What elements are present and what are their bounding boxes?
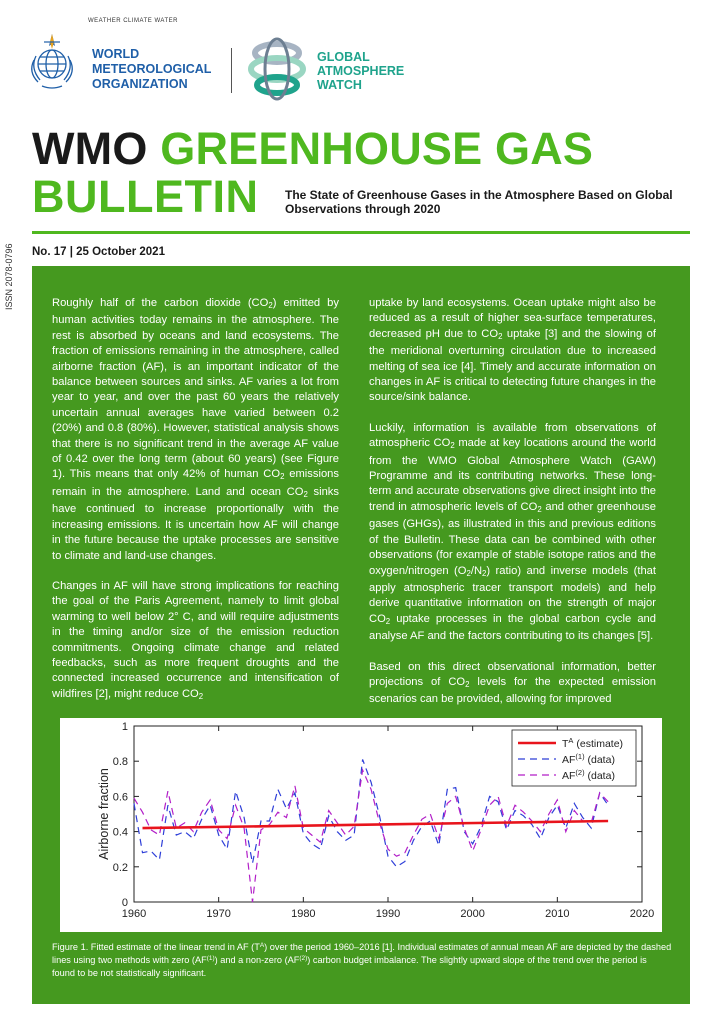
y-tick-label: 1 xyxy=(121,721,128,733)
logo-divider xyxy=(231,48,232,93)
x-tick-label: 1980 xyxy=(291,908,316,920)
legend-label: $T^A$ (estimate) xyxy=(562,736,624,750)
tagline: WEATHER CLIMATE WATER xyxy=(88,18,178,24)
left-column xyxy=(52,296,339,719)
wmo-name: WORLD METEOROLOGICAL ORGANIZATION xyxy=(92,47,212,91)
title-rule xyxy=(32,231,690,234)
paragraph: Changes in AF will have strong implications for reaching the goal of the Paris Agreement, namely to limit global warming to well below 2° C, and will require adjustments in the timing and/or size of the emission reduction commitments. Ongoing climate change and related feedbacks, such as more frequent droughts and the connected increased occurrence and intensification of wildfires [2], might reduce $CO_2$ xyxy=(52,579,339,701)
legend-label: AF$^{(1)}$ (data) xyxy=(562,752,615,766)
airborne-fraction-chart xyxy=(60,718,662,932)
issue-info: No. 17 | 25 October 2021 xyxy=(32,246,165,258)
paragraph: uptake by land ecosystems. Ocean uptake might also be reduced as a result of higher sea-surface temperatures, decreased pH due to $CO_2$ uptake [3] and the slowing of the meridional overturning circulation due to increased melting of sea ice [4]. Timely and accurate information on changes in AF is critical to detecting future changes in the source/sink balance. xyxy=(369,297,656,404)
legend-label: AF$^{(2)}$ (data) xyxy=(562,768,615,782)
y-tick-label: 0.6 xyxy=(112,791,128,804)
paragraph: Roughly half of the carbon dioxide $(CO_2)$ emitted by human activities today remains in the atmosphere. The rest is absorbed by oceans and land ecosystems. The fraction of emissions remaining in the atmosphere, called airborne fraction (AF), is an important indicator of the balance between sources and sinks. AF varies a lot from year to year, and over the past 60 years the relatively uncertain annual averages have varied between 0.2 (20%) and 0.8 (80%). However, statistical analysis shows that there is no significant trend in the average AF value of 0.42 over the long term (about 60 years) (see Figure 1). This means that only 42% of human $CO_2$ emissions remain in the atmosphere. Land and ocean $CO_2$ sinks have continued to increase proportionally with the increasing emissions. It is uncertain how AF will change in the future because the uptake processes are sensitive to climate and land-use changes. xyxy=(52,297,340,562)
bulletin-title-line2: BULLETIN xyxy=(32,171,259,222)
x-tick-label: 1990 xyxy=(375,908,401,920)
title-greenhouse-gas: GREENHOUSE GAS xyxy=(160,123,594,174)
x-tick-label: 2020 xyxy=(629,908,655,920)
x-tick-label: 1960 xyxy=(121,908,147,920)
gaw-emblem-icon xyxy=(244,37,310,101)
figure-caption: Figure 1. Fitted estimate of the linear trend in AF $(T^A)$ over the period 1960–2016 [1]. Individual estimates of annual mean AF are depicted by the dashed lines using two methods with zero (AF$^{(1)}$) and a non-zero (AF$^{(2)}$) carbon budget imbalance. The slightly upward slope of the trend over the period is found to be not statistically significant. xyxy=(52,942,672,978)
content-panel xyxy=(32,266,690,1004)
gaw-name: GLOBAL ATMOSPHERE WATCH xyxy=(317,50,405,92)
y-tick-label: 0.2 xyxy=(112,861,128,874)
figure-1 xyxy=(60,718,662,932)
y-axis-label: Airborne fraction xyxy=(97,768,111,860)
bulletin-subtitle: The State of Greenhouse Gases in the Atmosphere Based on Global Observations through 2020 xyxy=(285,188,673,216)
paragraph: Luckily, information is available from observations of atmospheric $CO_2$ made at key locations around the world from the WMO Global Atmosphere Watch (GAW) Programme and its contributing networks. These long-term and accurate observations give direct insight into the trend in atmospheric levels of $CO_2$ and other greenhouse gases (GHGs), as illustrated in this and previous editions of the Bulletin. These data can be combined with other observations (for example of stable isotope ratios and the oxygen/nitrogen $(O_2/N_2)$ ratio) and inverse models (that apply atmospheric tracer transport models) and help derive quantitative information on the strength of major $CO_2$ uptake processes in the global carbon cycle and analyse AF and the factors contributing to its changes [5]. xyxy=(369,421,657,643)
y-tick-label: 0.4 xyxy=(112,826,128,839)
bulletin-title-line1 xyxy=(32,124,593,174)
wmo-emblem-icon xyxy=(22,32,82,92)
x-tick-label: 2000 xyxy=(460,908,485,920)
y-tick-label: 0.8 xyxy=(112,756,128,769)
issn: ISSN 2078-0796 xyxy=(4,243,14,310)
right-column xyxy=(369,296,656,723)
x-tick-label: 1970 xyxy=(206,908,231,920)
title-wmo: WMO xyxy=(32,123,161,174)
paragraph: Based on this direct observational information, better projections of $CO_2$ levels for the expected emission scenarios can be provided, allowing for improved xyxy=(369,660,656,706)
y-tick-label: 0 xyxy=(121,897,128,909)
x-tick-label: 2010 xyxy=(545,908,570,920)
